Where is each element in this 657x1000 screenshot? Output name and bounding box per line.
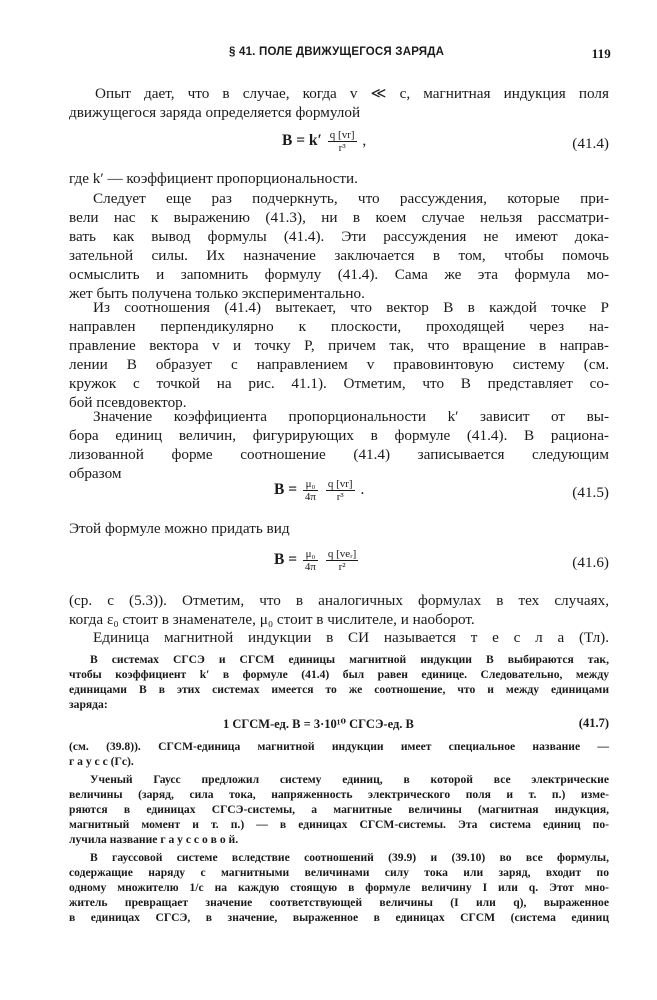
fraction-denominator: r²: [338, 561, 346, 573]
small-text-line: величины (заряд, сила тока, напряженность электрического поля и т. п.) изме-: [69, 788, 609, 801]
small-text-line: одному множителю 1/c на каждую стоящую в формуле величину I или q. Этот мно-: [69, 881, 609, 894]
small-text-line: заряда:: [69, 698, 108, 711]
text-line: Единица магнитной индукции в СИ называется т е с л а (Тл).: [93, 629, 609, 646]
small-text-line: В системах СГСЭ и СГСМ единицы магнитной индукции B выбираются так,: [90, 653, 609, 666]
fraction-numerator: q [vr]: [327, 478, 353, 490]
text-line: Значение коэффициента пропорциональности k′ зависит от вы-: [93, 408, 609, 425]
text-line: когда ε₀ стоит в знаменателе, μ₀ стоит в числителе, и наоборот.: [69, 611, 475, 628]
equation-41-7: 1 СГСМ-ед. B = 3·10¹⁰ СГСЭ-ед. B: [223, 717, 414, 731]
small-text-line: чтобы коэффициент k′ в формуле (41.4) был равен единице. Следовательно, между: [69, 668, 609, 681]
text-line: где k′ — коэффициент пропорциональности.: [69, 170, 358, 187]
small-text-line: ряются в единицах СГСЭ-системы, а магнитные величины (магнитная индукция,: [69, 803, 609, 816]
small-text-line: единицами B в этих системах имеется то же соотношение, что и между единицами: [69, 683, 609, 696]
equation-number: (41.5): [572, 484, 609, 501]
text-line: осмыслить и запомнить формулу (41.4). Сама же эта формула мо-: [69, 266, 609, 283]
text-line: кружок с точкой на рис. 41.1). Отметим, что B представляет со-: [69, 375, 609, 392]
text-line: жет быть получена только экспериментально.: [69, 285, 365, 302]
equation-punct: .: [360, 481, 365, 499]
equation-punct: ,: [362, 132, 367, 150]
equation-number: (41.4): [572, 135, 609, 152]
fraction: [326, 478, 355, 503]
equation-lhs: B = k′: [282, 132, 322, 150]
text-line: лизованной форме соотношение (41.4) записывается следующим: [69, 446, 609, 463]
equation-lhs: B =: [274, 551, 298, 569]
fraction: [328, 129, 357, 154]
equation-number: (41.6): [572, 554, 609, 571]
fraction-numerator: μ₀: [303, 548, 318, 561]
small-text-line: В гауссовой системе вследствие соотношений (39.9) и (39.10) во все формулы,: [90, 851, 609, 864]
fraction-denominator: 4π: [304, 561, 316, 573]
small-text-line: магнитный момент и т. п.) — в единицах СГСМ-системы. Эта система единиц по-: [69, 818, 609, 831]
page-number: 119: [591, 46, 611, 61]
fraction-numerator: q [vr]: [329, 129, 355, 141]
text-line: зательной силы. Их назначение заключается в том, чтобы помочь: [69, 247, 609, 264]
running-header: § 41. ПОЛЕ ДВИЖУЩЕГОСЯ ЗАРЯДА: [229, 46, 445, 58]
small-text-line: г а у с с (Гс).: [69, 755, 134, 768]
text-line: вели нас к выражению (41.3), ни в коем случае нельзя рассматри-: [69, 209, 609, 226]
equation-number: (41.7): [578, 716, 609, 730]
text-line: бой псевдовектор.: [69, 394, 187, 411]
small-text-line: лучила название г а у с с о в о й.: [69, 833, 239, 846]
text-line: Опыт дает, что в случае, когда v ≪ c, магнитная индукция поля: [95, 85, 609, 102]
text-line: (ср. с (5.3)). Отметим, что в аналогичных формулах в тех случаях,: [69, 592, 609, 609]
small-text-line: Ученый Гаусс предложил систему единиц, в которой все электрические: [90, 773, 609, 786]
fraction-numerator: q [veᵣ]: [327, 548, 357, 560]
text-line: движущегося заряда определяется формулой: [69, 104, 361, 121]
text-line: правление вектора v и точку P, причем так, что вращение в направ-: [69, 337, 609, 354]
text-line: лении B образует с направлением v правовинтовую систему (см.: [69, 356, 609, 373]
small-text-line: (см. (39.8)). СГСМ-единица магнитной индукции имеет специальное название —: [69, 740, 609, 753]
small-text-line: содержащие наряду с магнитными величинами силу тока или заряд, входит по: [69, 866, 609, 879]
text-line: направлен перпендикулярно к плоскости, проходящей через на-: [69, 318, 609, 335]
text-line: образом: [69, 465, 122, 482]
equation-41-5: [274, 478, 364, 503]
fraction: [303, 478, 318, 503]
small-text-line: житель превращает значение соответствующей величины (I или q), выраженное: [69, 896, 609, 909]
equation-41-4: [282, 129, 366, 154]
text-line: Этой формуле можно придать вид: [69, 520, 290, 537]
fraction-denominator: 4π: [304, 491, 316, 503]
fraction-denominator: r³: [338, 142, 346, 154]
text-line: вать как вывод формулы (41.4). Эти рассуждения не имеют дока-: [69, 228, 609, 245]
fraction-denominator: r³: [336, 491, 344, 503]
fraction: [303, 548, 318, 573]
text-line: Следует еще раз подчеркнуть, что рассуждения, которые при-: [93, 190, 609, 207]
text-line: Из соотношения (41.4) вытекает, что вектор B в каждой точке P: [93, 299, 609, 316]
small-text-line: в единицах СГСЭ, в значение, выраженное в единицах СГСМ (система единиц: [69, 911, 609, 924]
fraction-numerator: μ₀: [303, 478, 318, 491]
fraction: [326, 548, 358, 573]
text-line: бора единиц величин, фигурирующих в формуле (41.4). В рациона-: [69, 427, 609, 444]
equation-lhs: B =: [274, 481, 298, 499]
equation-41-6: [274, 548, 360, 573]
